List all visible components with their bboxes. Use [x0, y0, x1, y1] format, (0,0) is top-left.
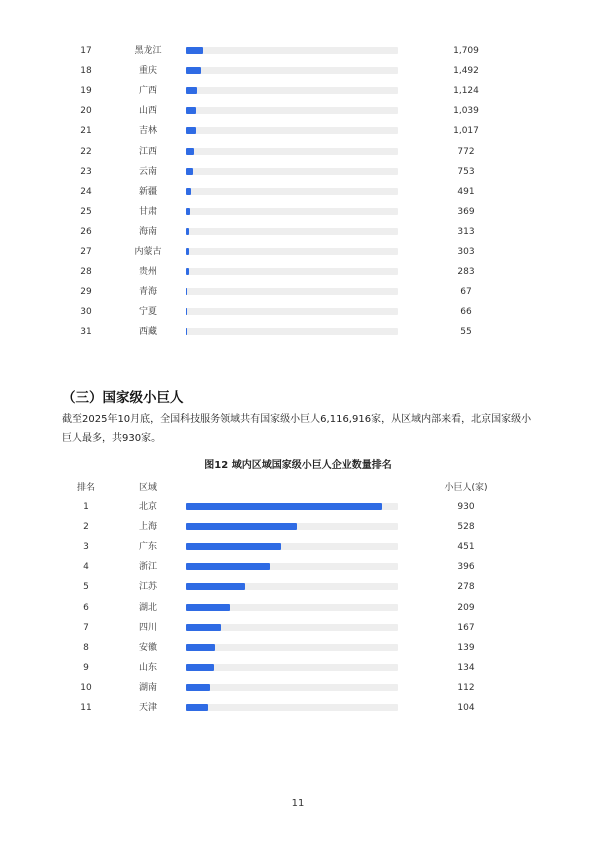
bar-track [186, 604, 398, 611]
rank-cell: 28 [80, 267, 92, 278]
value-cell: 396 [457, 562, 475, 573]
region-cell: 江苏 [138, 582, 157, 593]
table-row [0, 577, 596, 597]
value-cell: 278 [457, 582, 475, 593]
bar-track [186, 107, 398, 114]
value-cell: 1,124 [453, 86, 479, 97]
value-cell: 283 [457, 267, 475, 278]
value-bar [186, 288, 187, 295]
value-bar [186, 523, 297, 530]
section-paragraph: 截至2025年10月底，全国科技服务领域共有国家级小巨人6,116,916家，从区域内部来看，北京国家级小巨人最多，共930家。 [62, 414, 532, 444]
value-cell: 369 [457, 206, 475, 217]
value-bar [186, 604, 230, 611]
value-bar [186, 664, 214, 671]
region-cell: 江西 [138, 146, 157, 157]
table-row [0, 497, 596, 517]
rank-cell: 30 [80, 307, 92, 318]
value-bar [186, 208, 190, 215]
bar-track [186, 543, 398, 550]
value-cell: 313 [457, 226, 475, 237]
rank-cell: 2 [83, 522, 89, 533]
rank-cell: 20 [80, 106, 92, 117]
region-cell: 内蒙古 [134, 247, 162, 257]
value-cell: 1,709 [453, 46, 479, 56]
value-cell: 167 [457, 622, 475, 633]
bar-track [186, 704, 398, 711]
region-cell: 贵州 [138, 267, 157, 278]
value-cell: 451 [457, 542, 475, 553]
value-cell: 1,492 [453, 66, 479, 77]
value-bar [186, 168, 193, 175]
region-cell: 安徽 [138, 642, 157, 653]
section-heading: （三）国家级小巨人 [62, 390, 184, 406]
bar-track [186, 503, 398, 510]
value-bar [186, 503, 382, 510]
rank-cell: 9 [83, 662, 89, 673]
bar-track [186, 87, 398, 94]
table-row [0, 101, 596, 121]
value-cell: 139 [457, 642, 475, 653]
region-cell: 广西 [138, 86, 157, 97]
table-row [0, 638, 596, 658]
rank-cell: 4 [83, 562, 89, 573]
bar-track [186, 664, 398, 671]
region-cell: 山东 [138, 662, 157, 673]
region-cell: 北京 [138, 502, 157, 512]
region-cell: 青海 [138, 287, 157, 298]
value-cell: 66 [460, 307, 472, 318]
table-row [0, 678, 596, 698]
bar-track [186, 148, 398, 155]
region-cell: 浙江 [138, 562, 157, 573]
table-row [0, 182, 596, 202]
value-bar [186, 624, 221, 631]
rank-cell: 31 [80, 327, 92, 338]
bar-track [186, 644, 398, 651]
bar-track [186, 127, 398, 134]
value-bar [186, 328, 187, 335]
value-bar [186, 308, 187, 315]
value-cell: 67 [460, 287, 472, 298]
table-row [0, 162, 596, 182]
rank-cell: 5 [83, 582, 89, 593]
bar-track [186, 523, 398, 530]
value-cell: 134 [457, 662, 475, 673]
table-row [0, 658, 596, 678]
rank-cell: 27 [80, 247, 92, 257]
value-cell: 112 [457, 682, 475, 693]
table-row [0, 121, 596, 141]
value-cell: 772 [457, 146, 475, 157]
table-row [0, 557, 596, 577]
rank-cell: 3 [83, 542, 89, 553]
value-bar [186, 67, 201, 74]
bar-track [186, 228, 398, 235]
value-cell: 930 [457, 502, 475, 512]
column-header-rank: 排名 [76, 483, 95, 493]
region-cell: 黑龙江 [134, 46, 162, 56]
rank-cell: 19 [80, 86, 92, 97]
value-cell: 1,017 [453, 126, 479, 137]
rank-cell: 1 [83, 502, 89, 512]
region-cell: 重庆 [138, 66, 157, 77]
region-cell: 上海 [138, 522, 157, 533]
bar-track [186, 563, 398, 570]
table-row [0, 618, 596, 638]
rank-cell: 25 [80, 206, 92, 217]
bar-track [186, 248, 398, 255]
value-bar [186, 87, 197, 94]
value-bar [186, 563, 270, 570]
value-cell: 1,039 [453, 106, 479, 117]
table-row [0, 322, 596, 342]
bar-track [186, 268, 398, 275]
rank-cell: 24 [80, 186, 92, 197]
value-bar [186, 148, 194, 155]
bar-track [186, 168, 398, 175]
rank-cell: 7 [83, 622, 89, 633]
value-bar [186, 644, 215, 651]
bar-track [186, 288, 398, 295]
region-cell: 广东 [138, 542, 157, 553]
region-cell: 天津 [138, 703, 157, 713]
table-row [0, 61, 596, 81]
value-cell: 528 [457, 522, 475, 533]
value-bar [186, 268, 189, 275]
value-bar [186, 107, 196, 114]
value-bar [186, 127, 196, 134]
region-cell: 宁夏 [138, 307, 157, 318]
value-bar [186, 47, 203, 54]
table-row [0, 517, 596, 537]
value-cell: 753 [457, 166, 475, 177]
rank-cell: 21 [80, 126, 92, 137]
region-cell: 海南 [138, 226, 157, 237]
rank-cell: 8 [83, 642, 89, 653]
column-header-value: 小巨人(家) [444, 483, 488, 493]
region-cell: 云南 [138, 166, 157, 177]
value-cell: 209 [457, 602, 475, 613]
region-cell: 新疆 [138, 186, 157, 197]
region-cell: 西藏 [138, 327, 157, 338]
region-cell: 四川 [138, 622, 157, 633]
rank-cell: 22 [80, 146, 92, 157]
rank-cell: 10 [80, 682, 92, 693]
value-bar [186, 583, 245, 590]
table-row [0, 302, 596, 322]
rank-cell: 23 [80, 166, 92, 177]
value-bar [186, 543, 281, 550]
table-row [0, 202, 596, 222]
bar-track [186, 684, 398, 691]
rank-cell: 17 [80, 46, 92, 56]
table-row [0, 242, 596, 262]
table-row [0, 262, 596, 282]
bar-track [186, 583, 398, 590]
column-header-region: 区域 [138, 483, 157, 493]
value-bar [186, 228, 189, 235]
figure-title: 图12 域内区域国家级小巨人企业数量排名 [204, 460, 392, 471]
value-bar [186, 248, 189, 255]
page-number: 11 [291, 798, 305, 809]
value-cell: 303 [457, 247, 475, 257]
rank-cell: 26 [80, 226, 92, 237]
table-row [0, 282, 596, 302]
region-cell: 湖南 [138, 682, 157, 693]
rank-cell: 29 [80, 287, 92, 298]
bar-track [186, 208, 398, 215]
bar-track [186, 328, 398, 335]
table-row [0, 698, 596, 718]
region-cell: 山西 [138, 106, 157, 117]
bar-track [186, 188, 398, 195]
table-row [0, 81, 596, 101]
region-cell: 吉林 [138, 126, 157, 137]
region-cell: 湖北 [138, 602, 157, 613]
bar-track [186, 67, 398, 74]
bar-track [186, 624, 398, 631]
rank-cell: 11 [80, 703, 92, 713]
value-bar [186, 704, 208, 711]
table-row [0, 537, 596, 557]
bar-track [186, 308, 398, 315]
rank-cell: 6 [83, 602, 89, 613]
value-bar [186, 684, 210, 691]
value-cell: 491 [457, 186, 475, 197]
table-row [0, 142, 596, 162]
table-row [0, 598, 596, 618]
table-row [0, 222, 596, 242]
bar-track [186, 47, 398, 54]
value-cell: 104 [457, 703, 475, 713]
value-cell: 55 [460, 327, 472, 338]
rank-cell: 18 [80, 66, 92, 77]
table-row [0, 41, 596, 61]
value-bar [186, 188, 191, 195]
region-cell: 甘肃 [138, 206, 157, 217]
